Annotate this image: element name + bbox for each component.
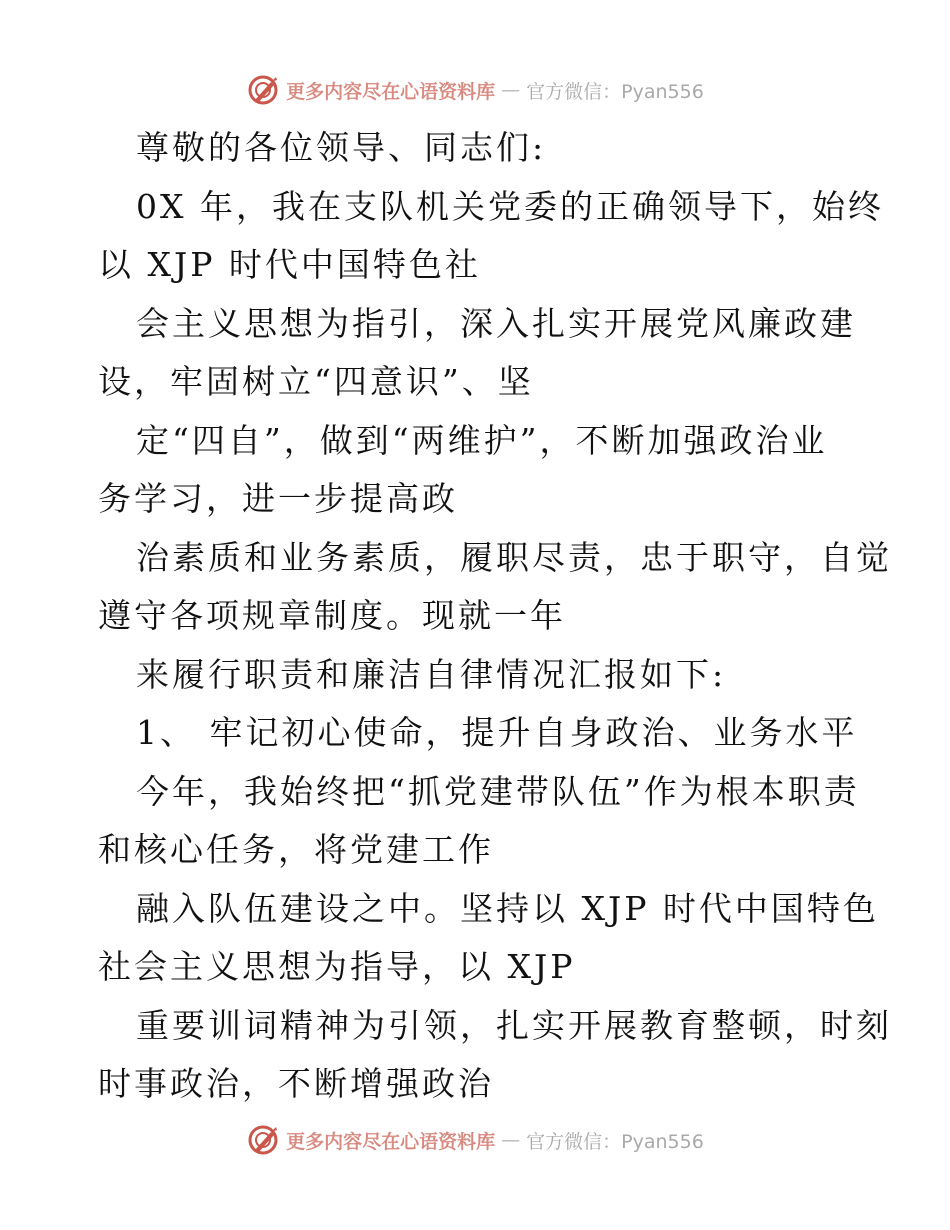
paragraph-line: 和核心任务，将党建工作 [98, 830, 494, 869]
paragraph-line: 以 XJP 时代中国特色社 [98, 245, 481, 284]
header-watermark [0, 72, 950, 108]
footer-watermark-group [246, 1123, 704, 1157]
paragraph-line: 尊敬的各位领导、同志们: [136, 128, 547, 167]
header-watermark-group [246, 73, 704, 107]
watermark-wechat: 官方微信：Pyan556 [526, 80, 704, 103]
pen-logo-icon [246, 1123, 280, 1157]
paragraph-line: 务学习，进一步提高政 [98, 479, 458, 518]
watermark-title: 更多内容尽在心语资料库 [286, 1130, 496, 1153]
footer-watermark [0, 1122, 950, 1158]
watermark-dash: — [501, 79, 521, 101]
paragraph-line: 定“四自”，做到“两维护”，不断加强政治业 [136, 420, 828, 460]
paragraph-line: 今年，我始终把“抓党建带队伍”作为根本职责 [136, 771, 860, 811]
watermark-dash: — [501, 1129, 521, 1151]
paragraph-line: 遵守各项规章制度。现就一年 [98, 596, 566, 635]
paragraph-line: 设，牢固树立“四意识”、坚 [98, 362, 534, 401]
paragraph-line: 来履行职责和廉洁自律情况汇报如下: [136, 654, 727, 694]
watermark-wechat: 官方微信：Pyan556 [526, 1130, 704, 1153]
paragraph-line: 会主义思想为指引，深入扎实开展党风廉政建 [136, 303, 856, 343]
pen-logo-icon [246, 73, 280, 107]
paragraph-line: 0X 年，我在支队机关党委的正确领导下，始终 [136, 186, 884, 226]
paragraph-line: 1、 牢记初心使命，提升自身政治、业务水平 [136, 713, 858, 752]
watermark-title: 更多内容尽在心语资料库 [286, 80, 496, 103]
paragraph-line: 融入队伍建设之中。坚持以 XJP 时代中国特色 [136, 888, 879, 928]
paragraph-line: 重要训词精神为引领，扎实开展教育整顿，时刻 [136, 1005, 892, 1045]
paragraph-line: 社会主义思想为指导，以 XJP [98, 947, 576, 986]
paragraph-line: 治素质和业务素质，履职尽责，忠于职守，自觉 [136, 537, 892, 577]
paragraph-line: 时事政治，不断增强政治 [98, 1064, 494, 1103]
